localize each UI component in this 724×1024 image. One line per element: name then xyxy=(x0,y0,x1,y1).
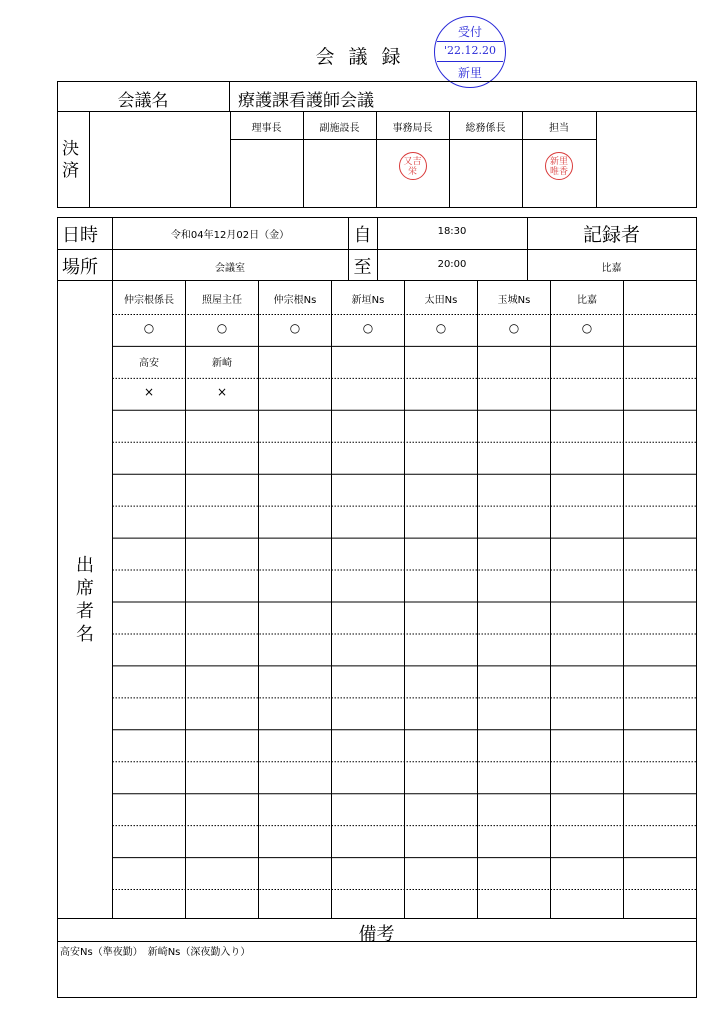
attendee-name: 比嘉 xyxy=(577,294,597,306)
attendance-mark: ○ xyxy=(143,321,155,336)
attendee-name: 照屋主任 xyxy=(202,294,242,306)
receipt-stamp-date: '22.12.20 xyxy=(443,44,496,57)
attendance-mark: ○ xyxy=(508,321,520,336)
from-label: 自 xyxy=(353,225,372,246)
approval-role: 事務局長 xyxy=(392,123,433,134)
attendee-name: 新崎 xyxy=(212,358,232,370)
place-value: 会議室 xyxy=(215,263,245,274)
attendee-name: 新垣Ns xyxy=(351,294,385,306)
attendee-name: 仲宗根係長 xyxy=(124,294,174,306)
attendance-mark: ○ xyxy=(581,321,593,336)
attendee-name: 仲宗根Ns xyxy=(273,294,317,306)
recorder-label: 記録者 xyxy=(582,224,640,246)
approval-role: 副施設長 xyxy=(319,123,360,134)
from-value: 18:30 xyxy=(437,226,467,237)
attendee-name: 高安 xyxy=(139,358,159,370)
page-title: 会議録 xyxy=(315,46,415,68)
approval-seal: 又吉 栄 xyxy=(399,152,427,180)
attendance-mark: × xyxy=(143,385,155,400)
attendance-mark: ○ xyxy=(216,321,228,336)
approval-role: 担当 xyxy=(549,123,569,134)
datetime-label: 日時 xyxy=(62,225,98,246)
remarks-text: 高安Ns（準夜勤） 新崎Ns（深夜勤入り） xyxy=(60,947,251,958)
attendance-mark: ○ xyxy=(289,321,301,336)
meeting-name-value: 療護課看護師会議 xyxy=(238,91,374,111)
approval-seal: 新里 唯香 xyxy=(545,152,573,180)
datetime-value: 令和04年12月02日（金） xyxy=(170,230,290,241)
attendee-name: 太田Ns xyxy=(424,294,458,306)
recorder-value: 比嘉 xyxy=(601,263,622,274)
attendee-name: 玉城Ns xyxy=(497,294,531,306)
meeting-name-label: 会議名 xyxy=(117,91,169,111)
attendance-mark: ○ xyxy=(435,321,447,336)
place-label: 場所 xyxy=(62,257,98,278)
approval-label: 決済 xyxy=(62,139,79,181)
approval-role: 総務係長 xyxy=(465,123,506,134)
attendance-mark: × xyxy=(216,385,228,400)
receipt-stamp-name: 新里 xyxy=(457,66,482,80)
remarks-label: 備考 xyxy=(358,924,395,945)
attendees-label: 出席者名 xyxy=(76,555,94,645)
approval-role: 理事長 xyxy=(251,123,282,134)
receipt-stamp-label: 受付 xyxy=(457,25,482,39)
attendance-mark: ○ xyxy=(362,321,374,336)
to-label: 至 xyxy=(353,257,372,278)
to-value: 20:00 xyxy=(437,259,467,270)
